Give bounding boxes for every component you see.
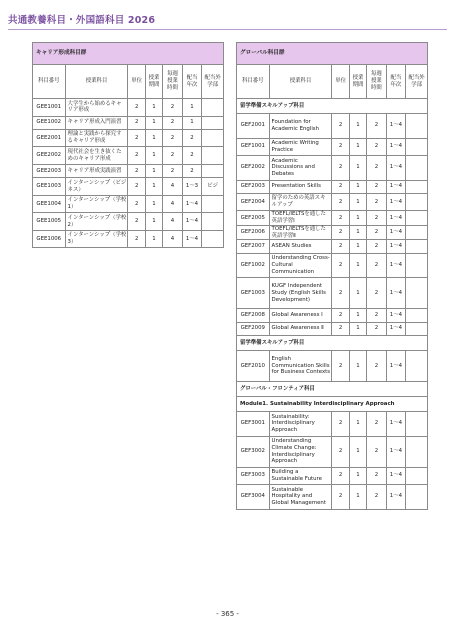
course-credits: 2 xyxy=(128,164,145,177)
course-hours: 1 xyxy=(145,230,162,248)
course-year: 1〜4 xyxy=(386,309,406,322)
course-outside xyxy=(202,230,224,248)
course-credits: 2 xyxy=(332,351,349,382)
course-hours: 1 xyxy=(349,138,366,156)
course-weekly: 2 xyxy=(367,138,387,156)
course-credits: 2 xyxy=(332,253,349,278)
course-hours: 1 xyxy=(145,213,162,231)
course-code: GEF2003 xyxy=(237,180,270,193)
page-header xyxy=(8,12,447,30)
course-code: GEF1003 xyxy=(237,278,270,309)
course-row xyxy=(33,147,224,165)
course-name: インターンシップ（学校3） xyxy=(65,230,128,248)
course-outside xyxy=(406,193,428,211)
page-header-title: 共通教養科目・外国語科目 2026 xyxy=(8,15,156,26)
course-hours: 1 xyxy=(349,211,366,226)
course-outside xyxy=(406,114,428,139)
column-header-year: 配当 年次 xyxy=(182,65,202,99)
course-hours: 1 xyxy=(349,278,366,309)
column-header-row xyxy=(237,65,428,99)
course-row xyxy=(237,278,428,309)
column-header-code: 科目番号 xyxy=(237,65,270,99)
course-name: 留学のための英語スキルアップ xyxy=(269,193,332,211)
course-row xyxy=(237,412,428,437)
column-header-outside: 配当外 学部 xyxy=(202,65,224,99)
course-outside xyxy=(406,467,428,485)
course-weekly: 4 xyxy=(163,178,183,196)
course-year: 1〜4 xyxy=(386,114,406,139)
course-name: Academic Writing Practice xyxy=(269,138,332,156)
course-name: Understanding Cross-Cultural Communication xyxy=(269,253,332,278)
course-hours: 1 xyxy=(349,351,366,382)
course-code: GEF2009 xyxy=(237,322,270,335)
course-outside xyxy=(406,412,428,437)
course-row xyxy=(237,138,428,156)
page-number: - 365 - xyxy=(216,610,239,618)
column-header-name: 授業科目 xyxy=(269,65,332,99)
course-credits: 2 xyxy=(332,322,349,335)
course-credits: 2 xyxy=(332,138,349,156)
course-weekly: 2 xyxy=(367,309,387,322)
category-label: 留学準備スキルアップ科目 xyxy=(237,99,428,114)
course-weekly: 4 xyxy=(163,195,183,213)
course-outside xyxy=(202,195,224,213)
course-code: GEE1003 xyxy=(33,178,66,196)
course-weekly: 2 xyxy=(367,240,387,253)
course-outside xyxy=(202,147,224,165)
career-section-header-title: キャリア形成科目群 xyxy=(33,43,224,65)
course-year: 1〜4 xyxy=(386,436,406,467)
course-year: 1〜4 xyxy=(386,322,406,335)
course-outside xyxy=(406,278,428,309)
course-hours: 1 xyxy=(349,253,366,278)
course-row xyxy=(33,129,224,147)
course-credits: 2 xyxy=(332,436,349,467)
course-credits: 2 xyxy=(332,211,349,226)
course-name: Global Awareness Ⅰ xyxy=(269,309,332,322)
course-hours: 1 xyxy=(349,485,366,510)
course-outside xyxy=(406,180,428,193)
course-weekly: 2 xyxy=(367,225,387,240)
category-row xyxy=(237,382,428,397)
course-row xyxy=(237,253,428,278)
column-header-credits: 単位 xyxy=(128,65,145,99)
course-name: キャリア形成実践演習 xyxy=(65,164,128,177)
course-row xyxy=(237,211,428,226)
course-code: GEE2002 xyxy=(33,147,66,165)
course-year: 1〜4 xyxy=(386,180,406,193)
course-year: 1〜4 xyxy=(386,412,406,437)
column-header-hours: 授業 期間 xyxy=(349,65,366,99)
course-code: GEE1004 xyxy=(33,195,66,213)
course-credits: 2 xyxy=(332,467,349,485)
course-credits: 2 xyxy=(332,240,349,253)
course-weekly: 4 xyxy=(163,230,183,248)
course-name: Global Awareness Ⅱ xyxy=(269,322,332,335)
course-hours: 1 xyxy=(349,114,366,139)
course-row xyxy=(237,309,428,322)
course-code: GEF2004 xyxy=(237,193,270,211)
header-rule xyxy=(8,29,447,30)
course-weekly: 2 xyxy=(367,412,387,437)
category-row xyxy=(237,336,428,351)
course-name: TOEFL/IELTSを通した英語学習Ⅱ xyxy=(269,225,332,240)
course-year: 1〜4 xyxy=(386,240,406,253)
course-outside xyxy=(406,436,428,467)
course-hours: 1 xyxy=(145,164,162,177)
course-year: 1〜4 xyxy=(182,195,202,213)
course-code: GEF3002 xyxy=(237,436,270,467)
course-credits: 2 xyxy=(332,309,349,322)
course-year: 1〜4 xyxy=(386,211,406,226)
course-outside xyxy=(406,211,428,226)
course-row xyxy=(237,240,428,253)
column-header-credits: 単位 xyxy=(332,65,349,99)
column-header-hours: 授業 期間 xyxy=(145,65,162,99)
course-code: GEF2001 xyxy=(237,114,270,139)
course-credits: 2 xyxy=(332,180,349,193)
course-year: 1〜4 xyxy=(386,225,406,240)
course-name: ASEAN Studies xyxy=(269,240,332,253)
course-weekly: 2 xyxy=(367,467,387,485)
course-hours: 1 xyxy=(349,412,366,437)
career-course-table xyxy=(32,42,224,248)
course-weekly: 2 xyxy=(367,436,387,467)
column-header-outside: 配当外 学部 xyxy=(406,65,428,99)
category-label: Module1. Sustainability Interdisciplinary Approach xyxy=(237,397,428,412)
global-section-header xyxy=(237,43,428,65)
category-row xyxy=(237,397,428,412)
course-hours: 1 xyxy=(349,467,366,485)
course-hours: 1 xyxy=(349,193,366,211)
course-weekly: 2 xyxy=(163,164,183,177)
category-label: グローバル・フロンティア科目 xyxy=(237,382,428,397)
course-year: 1 xyxy=(182,116,202,129)
course-credits: 2 xyxy=(332,485,349,510)
course-outside xyxy=(406,156,428,181)
course-name: インターンシップ（学校1） xyxy=(65,195,128,213)
course-credits: 2 xyxy=(128,213,145,231)
course-name: Foundation for Academic English xyxy=(269,114,332,139)
course-code: GEE1005 xyxy=(33,213,66,231)
course-row xyxy=(237,467,428,485)
course-credits: 2 xyxy=(128,195,145,213)
course-code: GEF1002 xyxy=(237,253,270,278)
course-credits: 2 xyxy=(332,278,349,309)
course-code: GEE1002 xyxy=(33,116,66,129)
course-name: インターンシップ（学校2） xyxy=(65,213,128,231)
course-code: GEF2008 xyxy=(237,309,270,322)
course-credits: 2 xyxy=(128,129,145,147)
course-credits: 2 xyxy=(128,116,145,129)
course-hours: 1 xyxy=(145,99,162,117)
course-weekly: 2 xyxy=(367,211,387,226)
course-hours: 1 xyxy=(349,309,366,322)
course-name: KUGF Independent Study (English Skills Development) xyxy=(269,278,332,309)
course-credits: 2 xyxy=(128,99,145,117)
course-hours: 1 xyxy=(349,225,366,240)
course-outside xyxy=(406,253,428,278)
course-row xyxy=(237,156,428,181)
global-course-table xyxy=(236,42,428,510)
course-code: GEF2010 xyxy=(237,351,270,382)
course-year: 1〜4 xyxy=(182,213,202,231)
course-row xyxy=(33,164,224,177)
course-hours: 1 xyxy=(349,436,366,467)
course-row xyxy=(237,114,428,139)
column-header-name: 授業科目 xyxy=(65,65,128,99)
course-row xyxy=(237,485,428,510)
course-weekly: 2 xyxy=(367,278,387,309)
course-year: 1〜4 xyxy=(386,138,406,156)
course-credits: 2 xyxy=(128,147,145,165)
course-hours: 1 xyxy=(349,240,366,253)
column-header-weekly: 毎週 授業 時間 xyxy=(163,65,183,99)
course-weekly: 2 xyxy=(367,193,387,211)
course-row xyxy=(237,193,428,211)
course-year: 2 xyxy=(182,147,202,165)
course-name: English Communication Skills for Business Contexts xyxy=(269,351,332,382)
course-name: 現代社会を生き抜くためのキャリア形成 xyxy=(65,147,128,165)
course-name: 理論と実践から探究するキャリア形成 xyxy=(65,129,128,147)
career-section-header xyxy=(33,43,224,65)
course-name: Sustainability: Interdisciplinary Approach xyxy=(269,412,332,437)
course-name: キャリア形成入門演習 xyxy=(65,116,128,129)
course-code: GEF2002 xyxy=(237,156,270,181)
course-credits: 2 xyxy=(128,178,145,196)
course-hours: 1 xyxy=(145,147,162,165)
course-code: GEF2007 xyxy=(237,240,270,253)
course-name: インターンシップ（ビジネス） xyxy=(65,178,128,196)
course-outside: ビジ xyxy=(202,178,224,196)
course-hours: 1 xyxy=(349,322,366,335)
course-outside xyxy=(406,322,428,335)
course-year: 1〜4 xyxy=(386,156,406,181)
course-row xyxy=(33,195,224,213)
course-weekly: 2 xyxy=(163,116,183,129)
course-year: 1〜4 xyxy=(386,253,406,278)
course-credits: 2 xyxy=(332,225,349,240)
course-outside xyxy=(406,138,428,156)
course-weekly: 2 xyxy=(367,253,387,278)
course-name: Sustainable Hospitality and Global Management xyxy=(269,485,332,510)
course-row xyxy=(33,230,224,248)
course-year: 1〜4 xyxy=(386,278,406,309)
course-name: Presentation Skills xyxy=(269,180,332,193)
course-credits: 2 xyxy=(332,412,349,437)
course-hours: 1 xyxy=(349,180,366,193)
course-outside xyxy=(202,164,224,177)
course-name: TOEFL/IELTSを通した英語学習Ⅰ xyxy=(269,211,332,226)
course-code: GEF1001 xyxy=(237,138,270,156)
course-code: GEE2003 xyxy=(33,164,66,177)
global-section-header-title: グローバル科目群 xyxy=(237,43,428,65)
course-outside xyxy=(406,225,428,240)
course-outside xyxy=(202,213,224,231)
course-row xyxy=(237,436,428,467)
course-weekly: 2 xyxy=(367,180,387,193)
course-outside xyxy=(406,240,428,253)
course-row xyxy=(237,351,428,382)
course-name: Understanding Climate Change: Interdisciplinary Approach xyxy=(269,436,332,467)
course-hours: 1 xyxy=(349,156,366,181)
course-code: GEF3001 xyxy=(237,412,270,437)
course-credits: 2 xyxy=(332,114,349,139)
course-outside xyxy=(406,309,428,322)
course-weekly: 2 xyxy=(367,156,387,181)
course-code: GEE1006 xyxy=(33,230,66,248)
course-row xyxy=(33,116,224,129)
course-code: GEE2001 xyxy=(33,129,66,147)
course-year: 1〜4 xyxy=(182,230,202,248)
course-year: 1〜4 xyxy=(386,193,406,211)
course-hours: 1 xyxy=(145,116,162,129)
course-row xyxy=(237,322,428,335)
course-name: Academic Discussions and Debates xyxy=(269,156,332,181)
course-code: GEF2006 xyxy=(237,225,270,240)
column-header-code: 科目番号 xyxy=(33,65,66,99)
course-hours: 1 xyxy=(145,129,162,147)
course-row xyxy=(33,178,224,196)
course-outside xyxy=(406,351,428,382)
course-name: 大学生から始めるキャリア形成 xyxy=(65,99,128,117)
course-code: GEF3003 xyxy=(237,467,270,485)
course-code: GEE1001 xyxy=(33,99,66,117)
course-year: 1〜4 xyxy=(386,485,406,510)
course-weekly: 2 xyxy=(367,114,387,139)
course-weekly: 2 xyxy=(367,322,387,335)
course-outside xyxy=(406,485,428,510)
category-label: 留学準備スキルアップ科目 xyxy=(237,336,428,351)
course-row xyxy=(33,213,224,231)
course-outside xyxy=(202,99,224,117)
column-header-row xyxy=(33,65,224,99)
course-weekly: 2 xyxy=(163,99,183,117)
course-name: Building a Sustainable Future xyxy=(269,467,332,485)
course-weekly: 4 xyxy=(163,213,183,231)
course-code: GEF3004 xyxy=(237,485,270,510)
course-row xyxy=(237,180,428,193)
course-outside xyxy=(202,129,224,147)
course-credits: 2 xyxy=(332,156,349,181)
course-year: 1〜4 xyxy=(386,351,406,382)
course-outside xyxy=(202,116,224,129)
course-weekly: 2 xyxy=(163,129,183,147)
course-year: 2 xyxy=(182,129,202,147)
course-row xyxy=(237,225,428,240)
course-credits: 2 xyxy=(128,230,145,248)
course-row xyxy=(33,99,224,117)
course-year: 1〜3 xyxy=(182,178,202,196)
course-hours: 1 xyxy=(145,178,162,196)
category-row xyxy=(237,99,428,114)
course-year: 2 xyxy=(182,164,202,177)
course-credits: 2 xyxy=(332,193,349,211)
course-weekly: 2 xyxy=(367,351,387,382)
course-year: 1 xyxy=(182,99,202,117)
course-hours: 1 xyxy=(145,195,162,213)
column-header-weekly: 毎週 授業 時間 xyxy=(367,65,387,99)
course-weekly: 2 xyxy=(367,485,387,510)
course-year: 1〜4 xyxy=(386,467,406,485)
course-code: GEF2005 xyxy=(237,211,270,226)
column-header-year: 配当 年次 xyxy=(386,65,406,99)
course-weekly: 2 xyxy=(163,147,183,165)
